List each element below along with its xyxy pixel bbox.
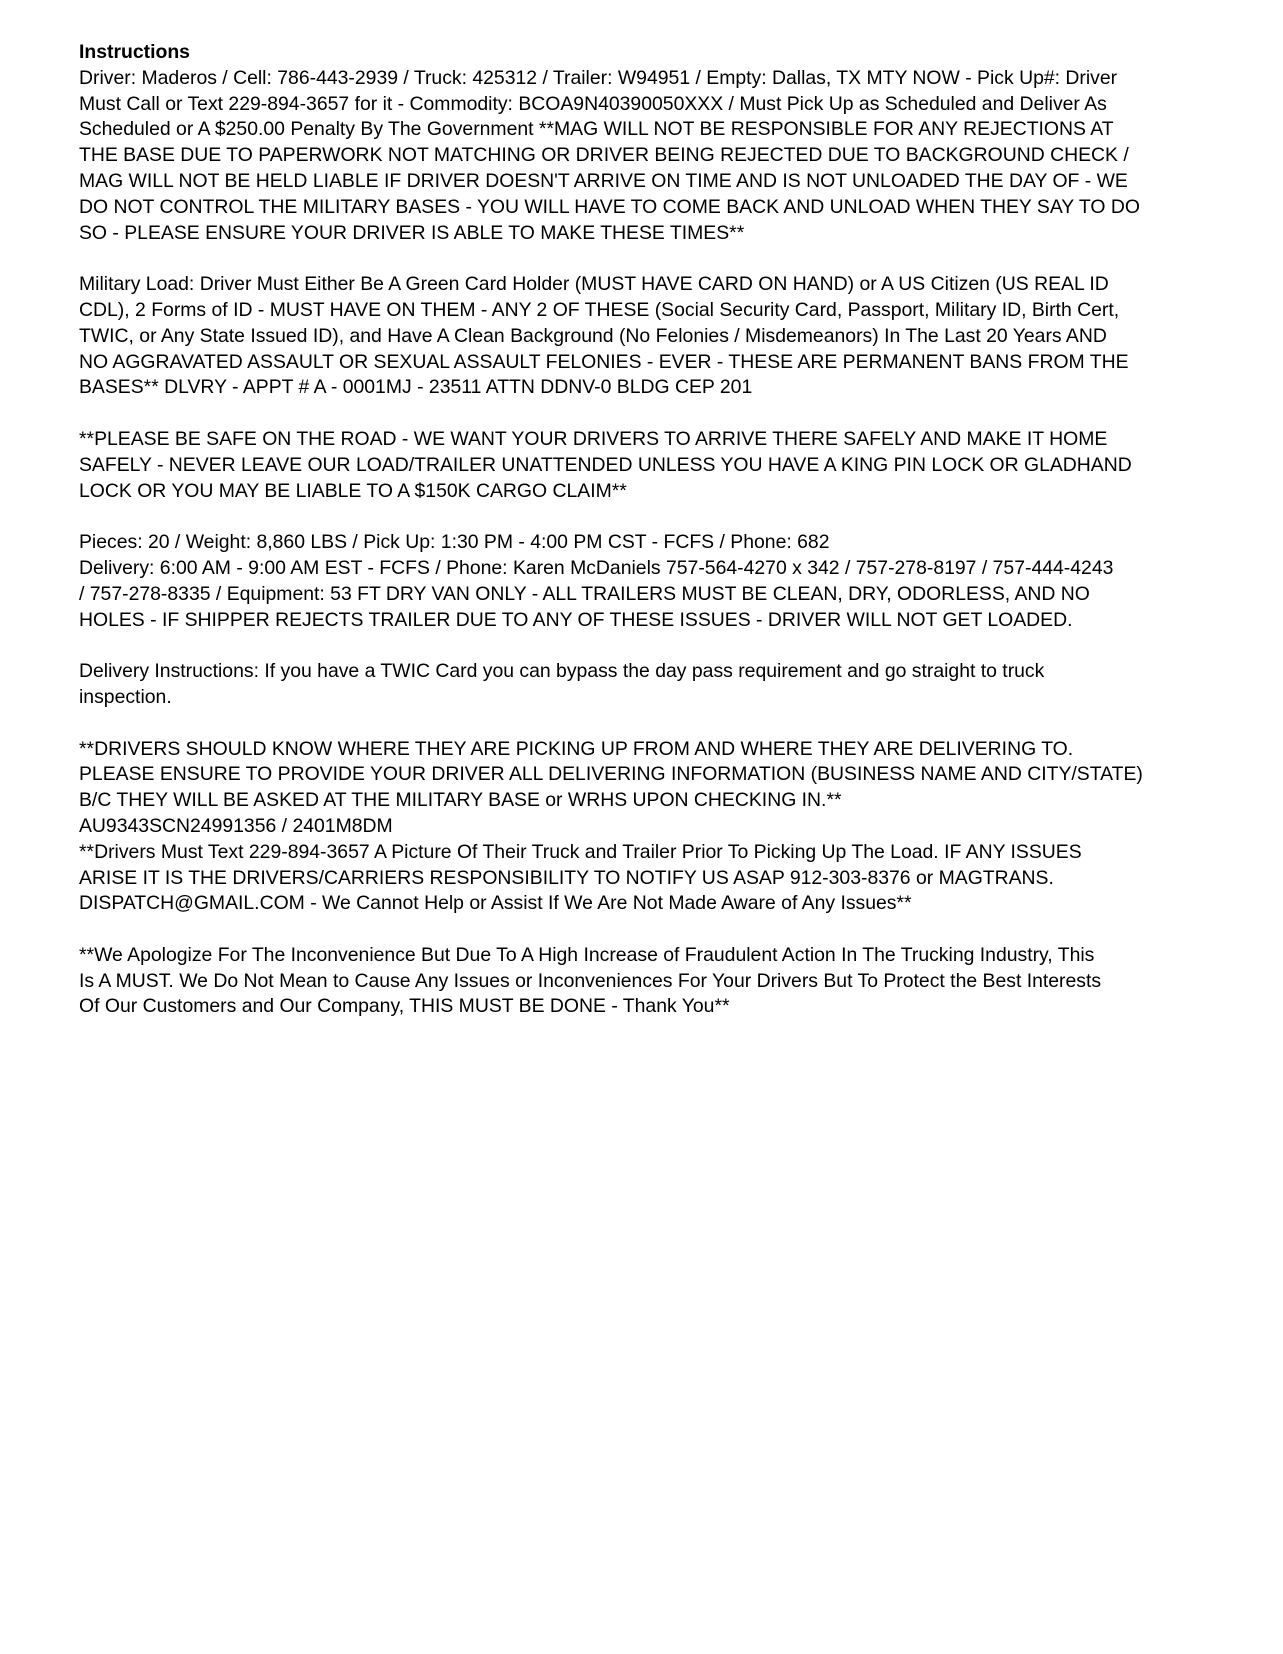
text-line: DISPATCH@GMAIL.COM - We Cannot Help or Assist If We Are Not Made Aware of Any Issues**: [79, 892, 912, 915]
text-line: **We Apologize For The Inconvenience But Due To A High Increase of Fraudulent Action In The Trucking Industry, This: [79, 943, 1095, 966]
text-line: TWIC, or Any State Issued ID), and Have A Clean Background (No Felonies / Misdemeanors) In The Last 20 Years AND: [79, 324, 1107, 347]
text-line: AU9343SCN24991356 / 2401M8DM: [79, 814, 393, 837]
text-line: B/C THEY WILL BE ASKED AT THE MILITARY BASE or WRHS UPON CHECKING IN.**: [79, 789, 842, 812]
section-heading: Instructions: [79, 41, 190, 63]
text-line: Military Load: Driver Must Either Be A Green Card Holder (MUST HAVE CARD ON HAND) or A US Citizen (US REAL ID: [79, 273, 1109, 296]
text-line: Scheduled or A $250.00 Penalty By The Government **MAG WILL NOT BE RESPONSIBLE FOR ANY REJECTIONS AT: [79, 118, 1114, 141]
text-line: BASES** DLVRY - APPT # A - 0001MJ - 23511 ATTN DDNV-0 BLDG CEP 201: [79, 376, 753, 399]
text-line: ARISE IT IS THE DRIVERS/CARRIERS RESPONSIBILITY TO NOTIFY US ASAP 912-303-8376 or MAGTRANS.: [79, 866, 1054, 889]
text-line: THE BASE DUE TO PAPERWORK NOT MATCHING OR DRIVER BEING REJECTED DUE TO BACKGROUND CHECK /: [79, 144, 1129, 167]
text-line: DO NOT CONTROL THE MILITARY BASES - YOU WILL HAVE TO COME BACK AND UNLOAD WHEN THEY SAY TO DO: [79, 195, 1140, 218]
text-line: SO - PLEASE ENSURE YOUR DRIVER IS ABLE TO MAKE THESE TIMES**: [79, 221, 745, 244]
instruction-paragraph: [79, 272, 1229, 401]
text-line: **PLEASE BE SAFE ON THE ROAD - WE WANT YOUR DRIVERS TO ARRIVE THERE SAFELY AND MAKE IT HOME: [79, 427, 1108, 450]
text-line: Pieces: 20 / Weight: 8,860 LBS / Pick Up: 1:30 PM - 4:00 PM CST - FCFS / Phone: 682: [79, 531, 830, 554]
text-line: LOCK OR YOU MAY BE LIABLE TO A $150K CARGO CLAIM**: [79, 479, 627, 502]
text-line: HOLES - IF SHIPPER REJECTS TRAILER DUE TO ANY OF THESE ISSUES - DRIVER WILL NOT GET LOADED.: [79, 608, 1073, 631]
text-line: Delivery: 6:00 AM - 9:00 AM EST - FCFS / Phone: Karen McDaniels 757-564-4270 x 342 / 757-278-8197 / 757-444-4243: [79, 556, 1114, 579]
text-line: / 757-278-8335 / Equipment: 53 FT DRY VAN ONLY - ALL TRAILERS MUST BE CLEAN, DRY, ODORLESS, AND NO: [79, 582, 1090, 605]
text-line: Must Call or Text 229-894-3657 for it - Commodity: BCOA9N40390050XXX / Must Pick Up as Scheduled and Deliver As: [79, 92, 1107, 115]
text-line: Driver: Maderos / Cell: 786-443-2939 / Truck: 425312 / Trailer: W94951 / Empty: Dallas, TX MTY NOW - Pick Up#: Driver: [79, 66, 1118, 89]
text-line: inspection.: [79, 685, 172, 708]
text-line: PLEASE ENSURE TO PROVIDE YOUR DRIVER ALL DELIVERING INFORMATION (BUSINESS NAME AND CITY/STATE): [79, 763, 1143, 786]
text-line: Is A MUST. We Do Not Mean to Cause Any Issues or Inconveniences For Your Drivers But To Protect the Best Interests: [79, 969, 1102, 992]
text-line: **DRIVERS SHOULD KNOW WHERE THEY ARE PICKING UP FROM AND WHERE THEY ARE DELIVERING TO.: [79, 737, 1074, 760]
text-line: Of Our Customers and Our Company, THIS MUST BE DONE - Thank You**: [79, 995, 730, 1018]
instructions-page: [79, 40, 1229, 1020]
text-line: MAG WILL NOT BE HELD LIABLE IF DRIVER DOESN'T ARRIVE ON TIME AND IS NOT UNLOADED THE DAY OF - WE: [79, 169, 1128, 192]
text-line: CDL), 2 Forms of ID - MUST HAVE ON THEM - ANY 2 OF THESE (Social Security Card, Passport, Military ID, Birth Cert,: [79, 298, 1120, 321]
instruction-paragraph: [79, 943, 1229, 1020]
instructions-body: [79, 66, 1229, 1020]
instruction-paragraph: [79, 427, 1229, 504]
text-line: **Drivers Must Text 229-894-3657 A Picture Of Their Truck and Trailer Prior To Picking Up The Load. IF ANY ISSUES: [79, 840, 1082, 863]
text-line: SAFELY - NEVER LEAVE OUR LOAD/TRAILER UNATTENDED UNLESS YOU HAVE A KING PIN LOCK OR GLADHAND: [79, 453, 1132, 476]
instruction-paragraph: [79, 66, 1229, 247]
text-line: Delivery Instructions: If you have a TWIC Card you can bypass the day pass requirement and go straight to truck: [79, 660, 1045, 683]
instruction-paragraph: [79, 530, 1229, 633]
text-line: NO AGGRAVATED ASSAULT OR SEXUAL ASSAULT FELONIES - EVER - THESE ARE PERMANENT BANS FROM THE: [79, 350, 1129, 373]
instruction-paragraph: [79, 659, 1229, 711]
instruction-paragraph: [79, 737, 1229, 918]
